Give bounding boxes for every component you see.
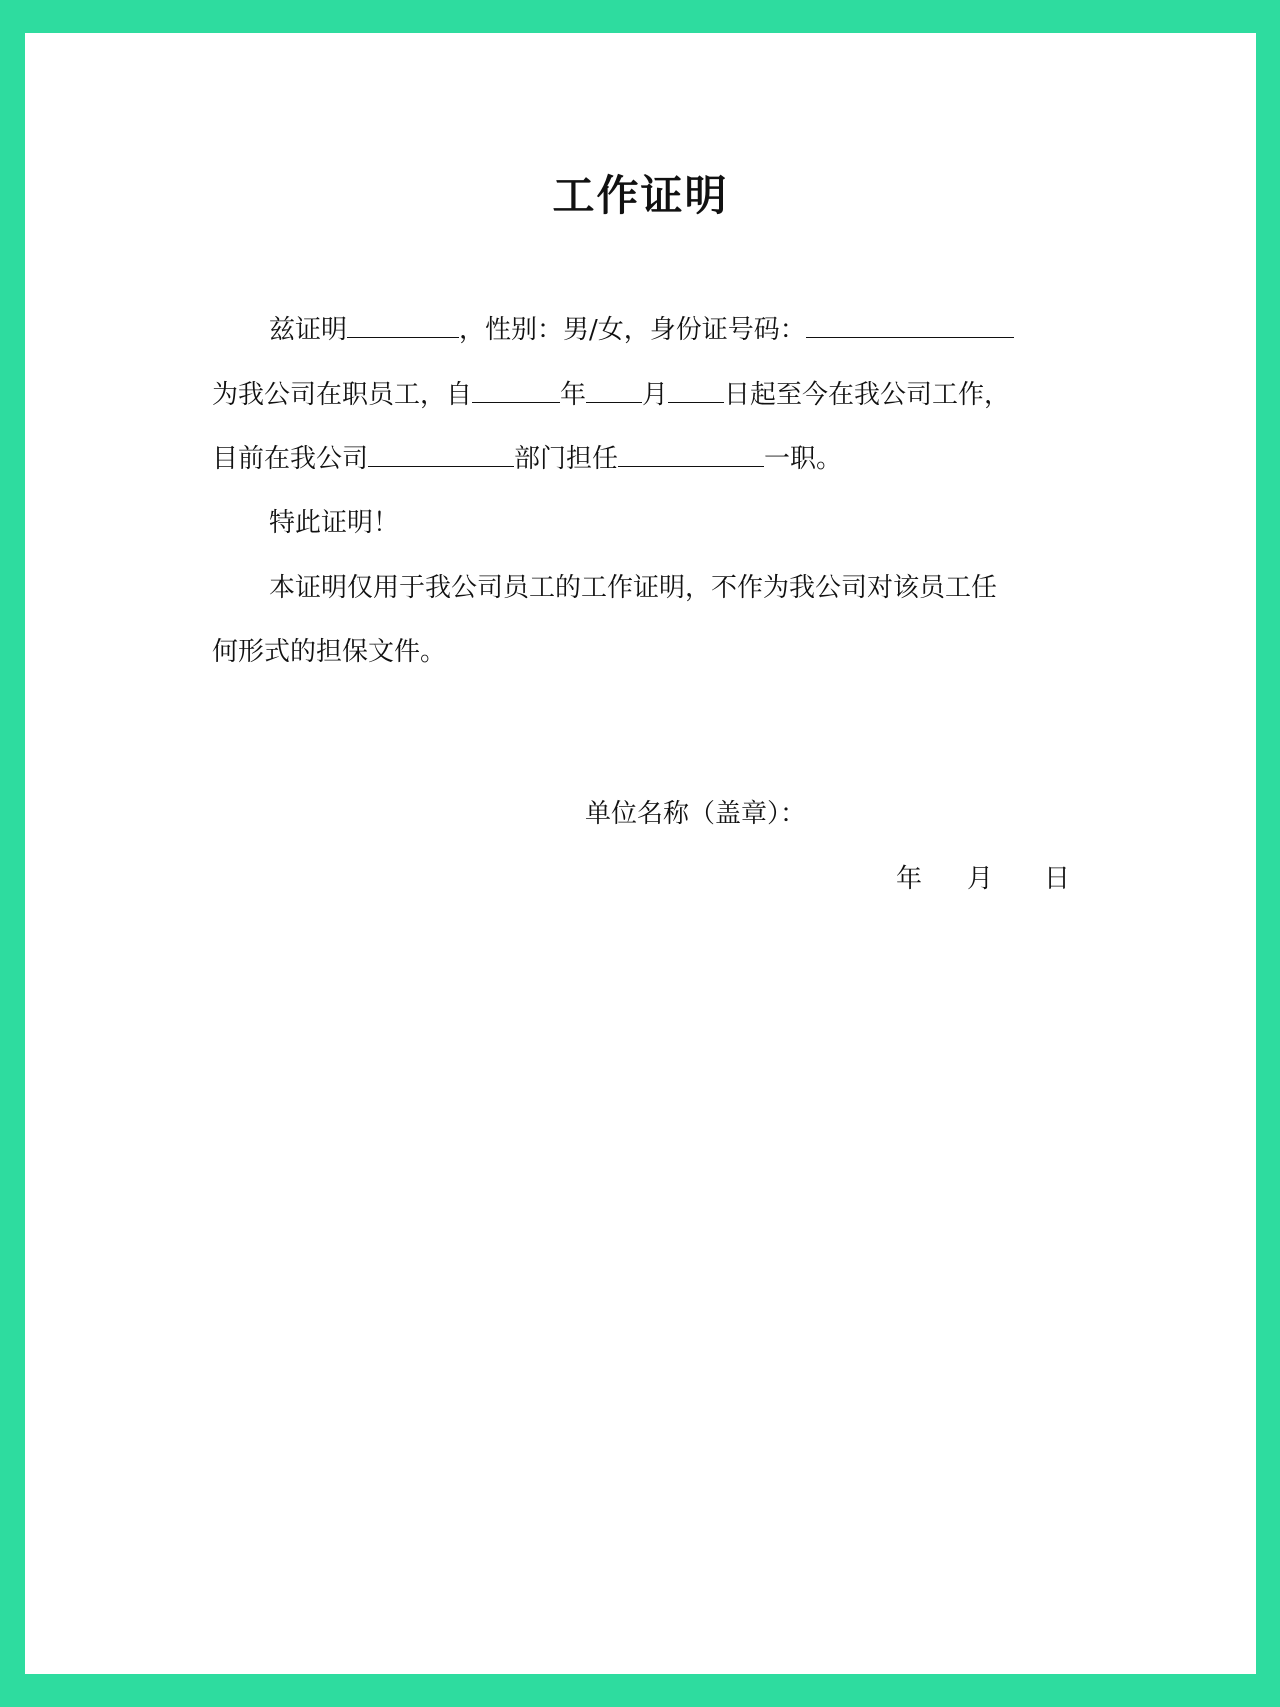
date-day: 日 (1044, 864, 1071, 894)
position-suffix-text: 一职。 (764, 444, 843, 474)
year-text: 年 (560, 380, 587, 410)
signature-label: 单位名称（盖章）： (585, 799, 807, 829)
position-prefix-text: 部门担任 (514, 444, 619, 474)
name-blank (347, 309, 459, 338)
department-prefix-text: 目前在我公司 (212, 444, 369, 474)
paragraph-line-1 (269, 309, 1014, 350)
disclaimer-line-1: 本证明仅用于我公司员工的工作证明，不作为我公司对该员工任 (269, 573, 998, 603)
start-year-blank (472, 374, 560, 403)
disclaimer-line-2: 何形式的担保文件。 (212, 637, 447, 667)
document-page (25, 33, 1256, 1674)
certify-statement: 特此证明！ (269, 508, 400, 538)
position-blank (618, 438, 764, 467)
start-month-blank (586, 374, 642, 403)
certify-text: 兹证明 (269, 315, 348, 345)
paragraph-line-2 (212, 374, 1010, 415)
date-year: 年 (896, 864, 923, 894)
department-blank (368, 438, 514, 467)
employee-since-text: 为我公司在职员工，自 (212, 380, 473, 410)
gender-id-text: ，性别：男/女，身份证号码： (459, 315, 806, 345)
paragraph-line-3 (212, 438, 842, 479)
date-month: 月 (967, 864, 994, 894)
start-day-blank (668, 374, 724, 403)
month-text: 月 (642, 380, 669, 410)
work-text: 日起至今在我公司工作， (724, 380, 1011, 410)
document-title: 工作证明 (552, 171, 729, 220)
id-number-blank (806, 309, 1014, 338)
